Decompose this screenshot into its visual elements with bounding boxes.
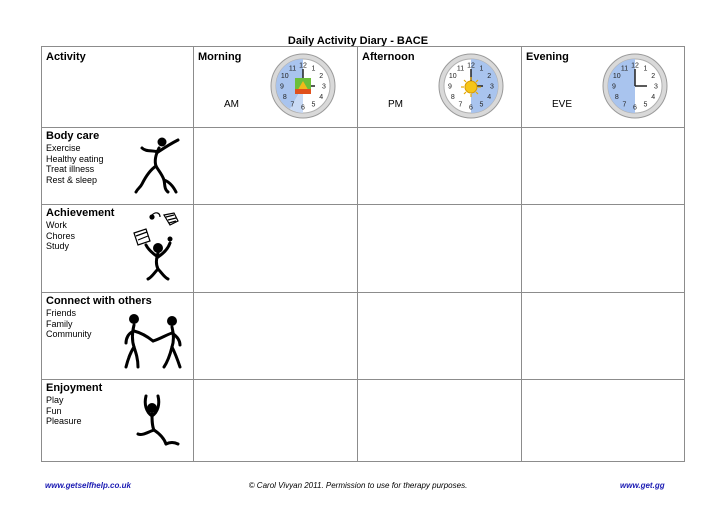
handshake-icon xyxy=(120,311,186,371)
clock-number: 2 xyxy=(487,73,492,80)
clock-number: 8 xyxy=(450,94,455,101)
clock-number: 11 xyxy=(288,65,297,73)
evening-header: Evening xyxy=(526,51,569,63)
clock-number: 4 xyxy=(319,94,324,101)
row-items xyxy=(46,143,104,185)
clock-number: 12 xyxy=(299,62,307,70)
clock-number: 5 xyxy=(479,101,484,109)
body-care-row xyxy=(42,128,685,205)
clock-number: 11 xyxy=(620,65,629,73)
clock-number: 2 xyxy=(651,73,656,80)
row-items xyxy=(46,395,82,427)
clock-number: 3 xyxy=(490,83,494,91)
list-item: Exercise xyxy=(46,143,81,153)
clock-number: 7 xyxy=(622,101,627,109)
clock-number: 7 xyxy=(290,101,295,109)
clock-number: 6 xyxy=(469,104,473,112)
jumping-figure-icon xyxy=(122,386,188,452)
afternoon-header-cell xyxy=(358,47,522,128)
connect-cell xyxy=(42,293,194,380)
clock-number: 10 xyxy=(280,73,289,80)
enjoyment-am-cell[interactable] xyxy=(194,380,358,462)
juggler-icon xyxy=(130,209,186,283)
clock-number: 4 xyxy=(651,94,656,101)
footer-copyright: © Carol Vivyan 2011. Permission to use for therapy purposes. xyxy=(248,481,468,490)
clock-number: 6 xyxy=(301,104,305,112)
row-title: Enjoyment xyxy=(46,382,103,394)
connect-pm-cell[interactable] xyxy=(358,293,522,380)
dancer-icon xyxy=(134,134,184,196)
list-item: Treat illness xyxy=(46,164,95,174)
achievement-am-cell[interactable] xyxy=(194,205,358,293)
clock-number: 11 xyxy=(456,65,465,73)
clock-number: 5 xyxy=(643,101,648,109)
clock-number: 1 xyxy=(311,65,316,73)
list-item: Community xyxy=(46,329,92,339)
clock-number: 6 xyxy=(633,104,637,112)
page-title: Daily Activity Diary - BACE xyxy=(287,35,429,47)
achievement-pm-cell[interactable] xyxy=(358,205,522,293)
clock-number: 1 xyxy=(479,65,484,73)
connect-row xyxy=(42,293,685,380)
list-item: Work xyxy=(46,220,67,230)
list-item: Play xyxy=(46,395,64,405)
clock-number: 8 xyxy=(282,94,287,101)
evening-header-cell xyxy=(522,47,685,128)
clock-number: 8 xyxy=(614,94,619,101)
evening-clock xyxy=(602,53,668,119)
row-title: Achievement xyxy=(46,207,115,219)
clock-number: 7 xyxy=(458,101,463,109)
list-item: Family xyxy=(46,318,73,329)
clock-number: 12 xyxy=(467,62,475,70)
clock-number: 9 xyxy=(280,83,284,91)
pm-label: PM xyxy=(388,99,403,110)
activity-header: Activity xyxy=(46,51,86,63)
list-item: Friends xyxy=(46,308,77,318)
clock-number: 3 xyxy=(654,83,658,91)
enjoyment-eve-cell[interactable] xyxy=(522,380,685,462)
body-care-cell xyxy=(42,128,194,205)
header-row xyxy=(42,47,685,128)
footer-short-link[interactable]: www.get.gg xyxy=(620,481,665,490)
sun-icon xyxy=(461,77,481,97)
body-care-eve-cell[interactable] xyxy=(522,128,685,205)
clock-number: 3 xyxy=(322,83,326,91)
clock-number: 9 xyxy=(612,83,616,91)
activity-diary-table xyxy=(41,46,685,462)
list-item: Fun xyxy=(46,405,62,416)
achievement-eve-cell[interactable] xyxy=(522,205,685,293)
enjoyment-row xyxy=(42,380,685,462)
clock-number: 10 xyxy=(612,73,621,80)
clock-number: 9 xyxy=(448,83,452,91)
row-title: Connect with others xyxy=(46,295,152,307)
afternoon-clock xyxy=(438,53,504,119)
clock-number: 1 xyxy=(643,65,648,73)
morning-clock xyxy=(270,53,336,119)
morning-header: Morning xyxy=(198,51,242,63)
clock-number: 10 xyxy=(448,73,457,80)
list-item: Pleasure xyxy=(46,416,82,426)
achievement-cell xyxy=(42,205,194,293)
clock-number: 5 xyxy=(311,101,316,109)
achievement-row xyxy=(42,205,685,293)
row-items xyxy=(46,308,92,340)
afternoon-header: Afternoon xyxy=(362,51,415,63)
row-items xyxy=(46,220,75,252)
clock-number: 12 xyxy=(631,62,639,70)
morning-header-cell xyxy=(194,47,358,128)
enjoyment-pm-cell[interactable] xyxy=(358,380,522,462)
connect-am-cell[interactable] xyxy=(194,293,358,380)
enjoyment-cell xyxy=(42,380,194,462)
list-item: Study xyxy=(46,241,70,251)
row-title: Body care xyxy=(46,130,100,142)
eve-label: EVE xyxy=(552,99,573,110)
body-care-am-cell[interactable] xyxy=(194,128,358,205)
clock-number: 2 xyxy=(319,73,324,80)
am-label: AM xyxy=(224,99,239,110)
clock-number: 4 xyxy=(487,94,492,101)
list-item: Chores xyxy=(46,230,76,241)
connect-eve-cell[interactable] xyxy=(522,293,685,380)
footer-website-link[interactable]: www.getselfhelp.co.uk xyxy=(45,481,131,490)
body-care-pm-cell[interactable] xyxy=(358,128,522,205)
list-item: Rest & sleep xyxy=(46,174,98,185)
activity-header-cell xyxy=(42,47,194,128)
list-item: Healthy eating xyxy=(46,153,104,164)
